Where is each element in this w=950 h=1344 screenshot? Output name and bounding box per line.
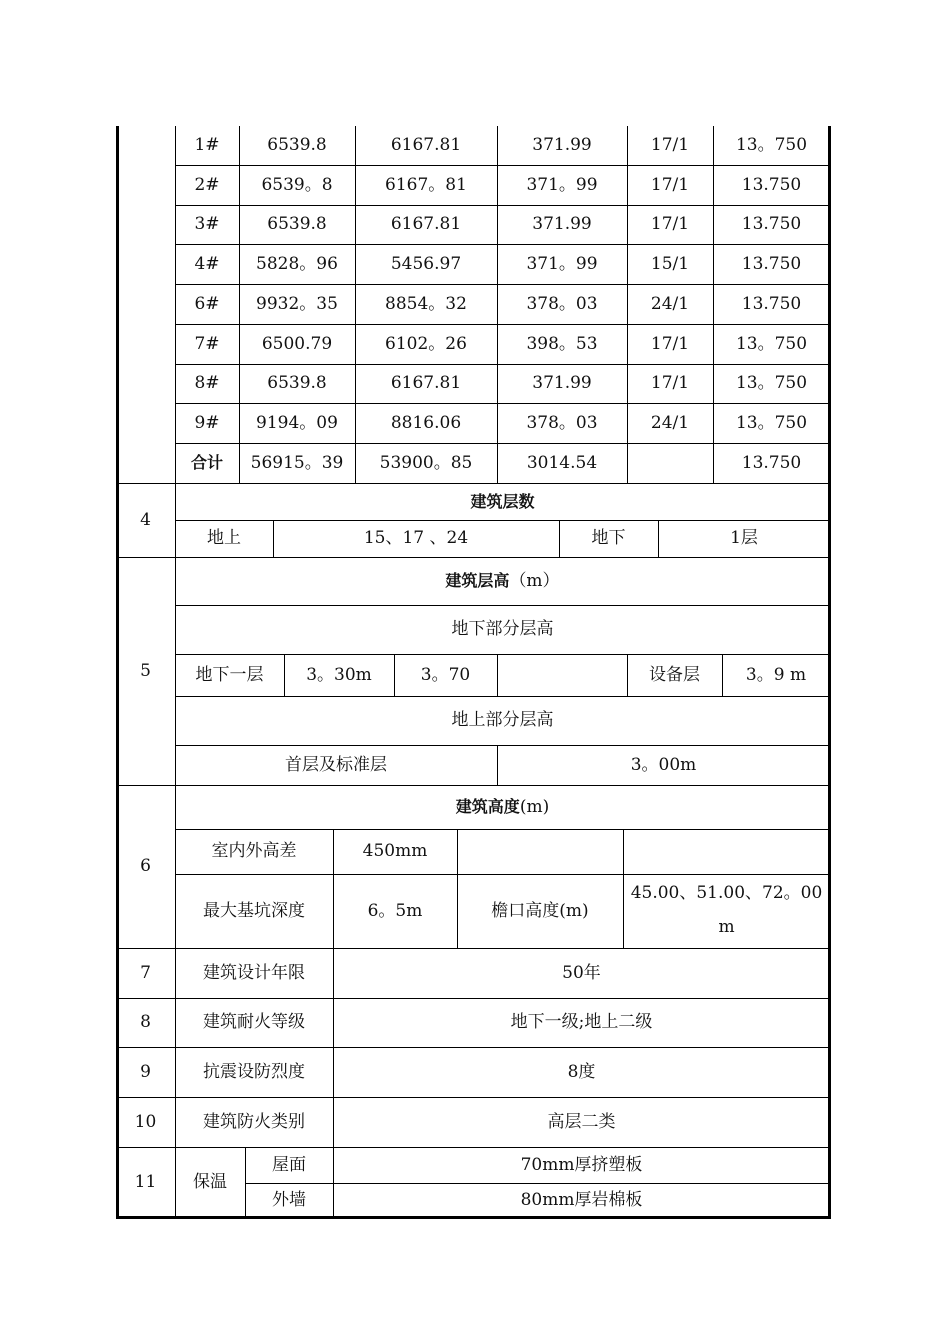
section-title-text: 建筑层高 [445, 571, 510, 591]
area-cell: 371.99 [532, 373, 592, 394]
section-number: 10 [134, 1111, 157, 1132]
wall-insulation-value: 80mm厚岩棉板 [520, 1190, 643, 1211]
area-cell: 13.750 [741, 174, 802, 195]
elevation-diff-value: 450mm [362, 841, 428, 862]
area-cell: 8# [194, 373, 220, 394]
b1-label: 地下一层 [195, 664, 264, 685]
area-cell: 6167.81 [390, 135, 462, 156]
area-cell: 9# [194, 412, 220, 433]
area-cell: 6539。8 [261, 174, 333, 195]
spec-label: 建筑耐火等级 [203, 1012, 305, 1033]
spec-label: 抗震设防烈度 [203, 1061, 305, 1082]
area-cell: 3# [194, 214, 220, 235]
area-cell: 6500.79 [261, 333, 333, 354]
floors-below-value: 1层 [730, 528, 758, 549]
area-cell: 13.750 [741, 253, 802, 274]
section-number: 5 [140, 660, 151, 681]
area-cell: 8854。32 [385, 293, 467, 314]
b1-value: 3。30m [306, 664, 372, 685]
section-title-unit: （m） [509, 570, 560, 591]
section-title [175, 557, 830, 605]
pit-depth-label: 最大基坑深度 [203, 900, 305, 921]
area-cell: 53900。85 [379, 452, 473, 473]
area-cell: 13.750 [741, 452, 802, 473]
area-cell: 371.99 [532, 135, 592, 156]
area-cell: 13.750 [741, 293, 802, 314]
area-cell: 56915。39 [250, 452, 344, 473]
area-cell: 6167。81 [385, 174, 467, 195]
area-cell: 9194。09 [256, 412, 338, 433]
area-cell: 6102。26 [385, 333, 467, 354]
area-cell: 13。750 [735, 333, 808, 354]
area-cell: 6539.8 [267, 135, 327, 156]
area-cell: 378。03 [526, 412, 598, 433]
area-cell: 17/1 [650, 333, 690, 354]
section-number: 8 [140, 1012, 151, 1033]
area-cell: 6539.8 [267, 214, 327, 235]
eave-height-value: 45.00、51.00、72。00m [630, 883, 823, 937]
elevation-diff-label: 室内外高差 [211, 841, 297, 862]
wall-label: 外墙 [272, 1190, 306, 1211]
spec-label: 建筑防火类别 [203, 1111, 305, 1132]
area-cell: 371。99 [526, 174, 598, 195]
area-cell: 6# [194, 293, 220, 314]
area-cell: 371.99 [532, 214, 592, 235]
area-cell: 17/1 [650, 373, 690, 394]
area-cell: 4# [194, 253, 220, 274]
area-cell: 17/1 [650, 214, 690, 235]
spec-value: 50年 [562, 962, 601, 983]
area-cell: 17/1 [650, 174, 690, 195]
section-title-text: 建筑高度 [455, 797, 520, 817]
area-cell: 17/1 [650, 135, 690, 156]
area-cell: 1# [194, 135, 220, 156]
area-cell: 8816.06 [390, 412, 462, 433]
equipment-floor-value: 3。9 m [745, 664, 807, 685]
area-cell: 398。53 [526, 333, 598, 354]
spec-value: 高层二类 [547, 1111, 616, 1132]
area-cell: 5456.97 [390, 253, 462, 274]
section-number: 6 [140, 856, 151, 877]
roof-label: 屋面 [272, 1154, 306, 1175]
area-cell: 13。750 [735, 135, 808, 156]
area-cell: 13。750 [735, 373, 808, 394]
b1-value [497, 654, 627, 696]
section-number: 4 [140, 509, 151, 530]
area-cell: 371。99 [526, 253, 598, 274]
section-title [175, 785, 830, 829]
section-title-unit: (m) [519, 796, 550, 817]
equipment-floor-label: 设备层 [649, 664, 700, 685]
area-cell: 7# [194, 333, 220, 354]
area-cell: 15/1 [650, 253, 690, 274]
floors-below-label: 地下 [591, 528, 626, 549]
area-cell: 3014.54 [526, 452, 598, 473]
section-number: 7 [140, 962, 151, 983]
area-cell: 6539.8 [267, 373, 327, 394]
area-cell: 2# [194, 174, 220, 195]
area-cell: 13.750 [741, 214, 802, 235]
area-cell: 6167.81 [390, 373, 462, 394]
insulation-label: 保温 [193, 1172, 227, 1193]
area-cell: 6167.81 [390, 214, 462, 235]
area-cell: 13。750 [735, 412, 808, 433]
b1-value: 3。70 [420, 664, 471, 685]
section-number: 9 [140, 1061, 151, 1082]
area-cell: 合计 [190, 453, 223, 473]
standard-floor-label: 首层及标准层 [285, 754, 387, 775]
area-cell: 378。03 [526, 293, 598, 314]
eave-height-label: 檐口高度(m) [491, 900, 589, 921]
aboveground-height-header: 地上部分层高 [451, 710, 554, 731]
area-cell: 24/1 [650, 293, 690, 314]
area-cell: 5828。96 [256, 253, 338, 274]
area-cell: 9932。35 [256, 293, 338, 314]
section-number: 11 [134, 1172, 157, 1193]
underground-height-header: 地下部分层高 [451, 619, 554, 640]
pit-depth-value: 6。5m [367, 900, 423, 921]
area-cell: 24/1 [650, 412, 690, 433]
spec-value: 地下一级;地上二级 [510, 1012, 653, 1033]
section-title: 建筑层数 [470, 491, 535, 511]
spec-value: 8度 [567, 1061, 596, 1082]
area-cell [627, 443, 713, 483]
roof-insulation-value: 70mm厚挤塑板 [520, 1154, 643, 1175]
spec-label: 建筑设计年限 [203, 962, 305, 983]
standard-floor-value: 3。00m [630, 754, 697, 775]
floors-above-label: 地上 [207, 528, 241, 549]
floors-above-value: 15、17 、24 [363, 528, 469, 549]
